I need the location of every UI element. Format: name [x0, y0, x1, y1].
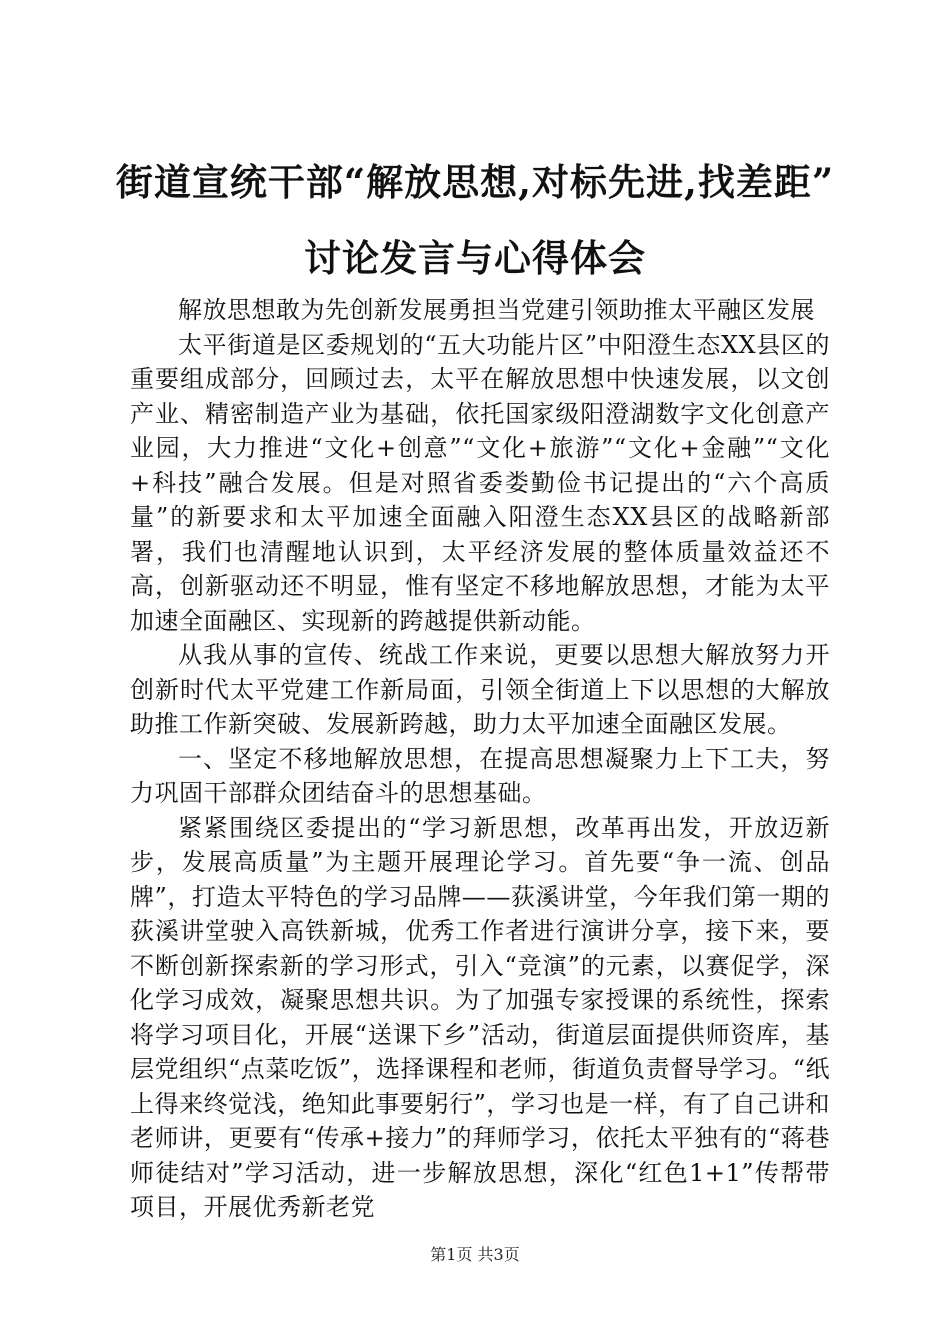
- document-title-line-1: 街道宣统干部“解放思想,对标先进,找差距”: [115, 160, 835, 204]
- document-body: [130, 293, 830, 1225]
- section-heading-1: 一、坚定不移地解放思想，在提高思想凝聚力上下工夫，努力巩固干部群众团结奋斗的思想基础。: [130, 744, 830, 807]
- paragraph-work: 从我从事的宣传、统战工作来说，更要以思想大解放努力开创新时代太平党建工作新局面，引领全街道上下以思想的大解放助推工作新突破、发展新跨越，助力太平加速全面融区发展。: [130, 641, 830, 738]
- paragraph-study: 紧紧围绕区委提出的“学习新思想，改革再出发，开放迈新步，发展高质量”为主题开展理论学习。首先要“争一流、创品牌”，打造太平特色的学习品牌——荻溪讲堂，今年我们第一期的荻溪讲堂驶入高铁新城，优秀工作者进行演讲分享，接下来，要不断创新探索新的学习形式，引入“竞演”的元素，以赛促学，深化学习成效，凝聚思想共识。为了加强专家授课的系统性，探索将学习项目化，开展“送课下乡”活动，街道层面提供师资库，基层党组织“点菜吃饭”，选择课程和老师，街道负责督导学习。“纸上得来终觉浅，绝知此事要躬行”，学习也是一样，有了自己讲和老师讲，更要有“传承+接力”的拜师学习，依托太平独有的“蒋巷师徒结对”学习活动，进一步解放思想，深化“红色1+1”传帮带项目，开展优秀新老党: [130, 813, 830, 1221]
- paragraph-subtitle: 解放思想敢为先创新发展勇担当党建引领助推太平融区发展: [178, 296, 815, 324]
- document-title-line-2: 讨论发言与心得体会: [304, 236, 646, 280]
- paragraph-intro: 太平街道是区委规划的“五大功能片区”中阳澄生态XX县区的重要组成部分，回顾过去，太平在解放思想中快速发展，以文创产业、精密制造产业为基础，依托国家级阳澄湖数字文化创意产业园，大力推进“文化+创意”“文化+旅游”“文化+金融”“文化+科技”融合发展。但是对照省委娄勤俭书记提出的“六个高质量”的新要求和太平加速全面融入阳澄生态XX县区的战略新部署，我们也清醒地认识到，太平经济发展的整体质量效益还不高，创新驱动还不明显，惟有坚定不移地解放思想，才能为太平加速全面融区、实现新的跨越提供新动能。: [130, 330, 830, 635]
- page-footer: 第1页 共3页: [430, 1245, 520, 1264]
